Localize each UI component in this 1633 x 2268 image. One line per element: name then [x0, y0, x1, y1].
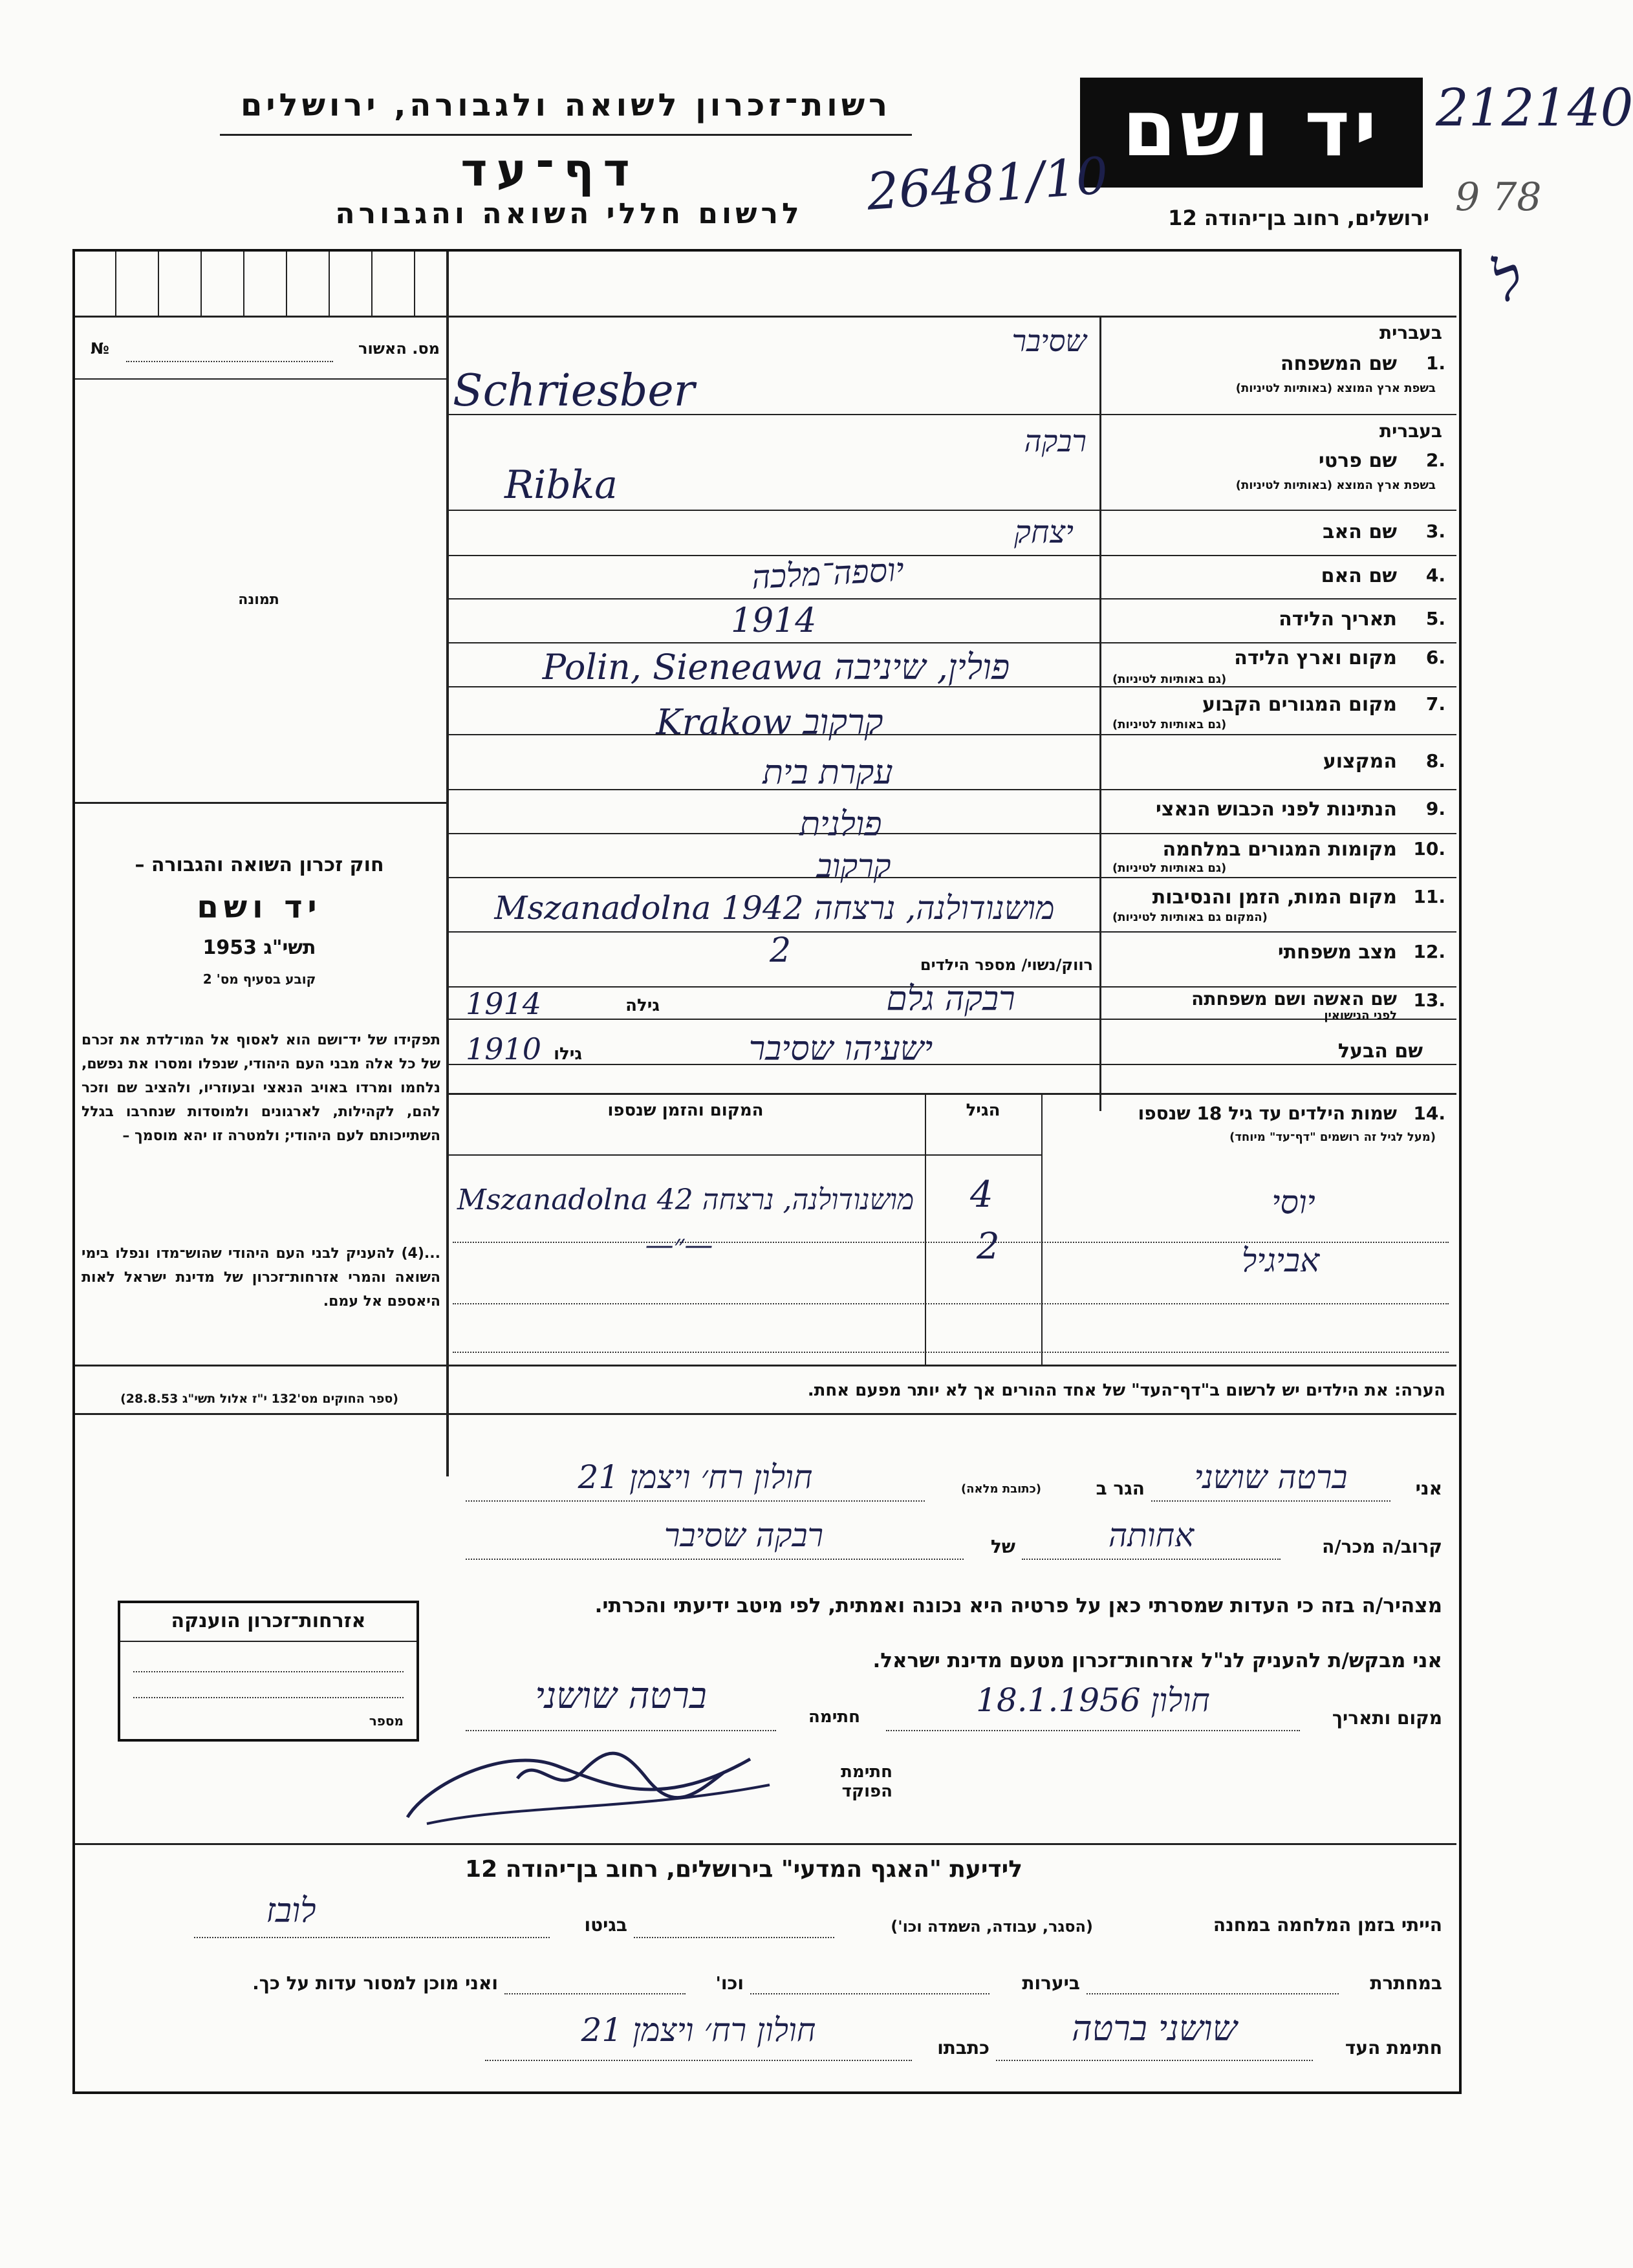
place-date-value: חולון 18.1.1956: [976, 1681, 1210, 1719]
field-3-number: 3.: [1425, 521, 1445, 542]
corner-mark-2: ל: [1483, 243, 1532, 317]
logo-text: יד ושם: [1122, 84, 1381, 174]
child-age: 2: [977, 1226, 1000, 1268]
children-sub: (מעל לגיל זה רושמים "דף־עד" מיוחד): [1229, 1130, 1436, 1144]
signature-label: חתימה: [808, 1707, 860, 1727]
field-2-value-hebrew: רבקה: [1024, 424, 1087, 459]
husband-age-label: גילו: [554, 1044, 582, 1064]
field-4-label: שם האם: [1321, 565, 1397, 587]
approval-label: מס. האשור: [358, 340, 440, 358]
field-5-number: 5.: [1425, 608, 1445, 629]
child-name: אביגיל: [1241, 1242, 1320, 1279]
field-5-value: 1914: [731, 601, 817, 640]
field-13-age-value: 1914: [466, 986, 542, 1021]
husband-label: שם הבעל: [1337, 1040, 1423, 1063]
field-10-sub: (גם באותיות לטיניות): [1112, 861, 1227, 875]
witness-address-label: כתבתו: [937, 2037, 990, 2058]
law-year: תשי"ג 1953: [202, 936, 316, 959]
field-13-sub: לפני הנישואין: [1324, 1009, 1397, 1022]
law-text: תפקידו של יד־ושם הוא לאסוף אל המו־לדת את זכרם של כל אלה מבני העם היהודי, שנפלו ומסרו את נפשם, נלחמו ומרדו באויב הנאצי ובעוזריו, ולהציב שם וזכר להם, לקהילות, לארגונים ולמוסדות שנחרבו בגלל השתייכותם לעם היהודי; ולמטרה זו יהא מוסמך –: [81, 1032, 440, 1144]
field-9-value: פולנית: [799, 805, 882, 844]
field-11-number: 11.: [1413, 886, 1445, 907]
field-1-lang-he: בעברית: [1379, 322, 1442, 343]
field-12-sub: רווק/נשוי/ מספר הילדים: [920, 956, 1093, 974]
field-2-value-latin: Ribka: [504, 462, 618, 508]
law-title: חוק זכרון השואה והגבורה –: [135, 854, 384, 876]
field-1-label: שם המשפחה: [1280, 352, 1397, 375]
child-place: מושנודולנה, נרצחה 42 Mszanadolna: [457, 1183, 914, 1216]
form-subtitle: לרשום חללי השואה והגבורה: [335, 197, 803, 230]
authority-title: רשות־זכרון לשואה ולגבורה, ירושלים: [240, 87, 892, 124]
field-13-number: 13.: [1413, 989, 1445, 1011]
yad-vashem-logo: [1080, 78, 1423, 188]
children-col-place: המקום והזמן שנספו: [607, 1101, 764, 1120]
declaration-addr-hint: (כתובת מלאה): [960, 1482, 1041, 1496]
field-3-label: שם האב: [1323, 521, 1397, 543]
field-10-number: 10.: [1413, 838, 1445, 859]
declarant-address: חולון רח׳ ויצמן 21: [578, 1458, 813, 1496]
bottom-underground-label: במחתרת: [1370, 1972, 1442, 1994]
file-number: 26481/10: [865, 147, 1110, 222]
field-12-label: מצב משפחתי: [1277, 941, 1397, 964]
witness-address: חולון רח׳ ויצמן 21: [581, 2011, 816, 2049]
field-4-number: 4.: [1425, 565, 1445, 586]
relation-label: קרוב/ה מכר/ה: [1322, 1536, 1442, 1557]
child-place: —״—: [645, 1229, 713, 1262]
note-text: הערה: את הילדים יש לרשום ב"דף־העד" של אחד ההורים אך לא יותר מפעם אחת.: [807, 1381, 1445, 1400]
bottom-camp-hint: (הסגר, עבודה, השמדה וכו'): [891, 1917, 1093, 1936]
field-6-number: 6.: [1425, 647, 1445, 668]
field-7-sub: (גם באותיות לטיניות): [1112, 718, 1227, 731]
field-9-label: הנתינות לפני הכבוש הנאצי: [1156, 798, 1397, 821]
field-11-sub: (המקום גם באותיות לטיניות): [1112, 911, 1268, 924]
field-4-value: יוספה־מלכה: [750, 550, 905, 597]
citizenship-box-title: אזרחות־זכרון הוענקה: [171, 1610, 366, 1632]
law-title-yad-vashem: יד ושם: [197, 889, 322, 925]
bottom-camp-label: הייתי בזמן המלחמה במחנה: [1213, 1914, 1442, 1936]
law-reference: (ספר החוקים מס'132 י"ז אלול תשי"ג 28.8.53): [120, 1392, 398, 1406]
photo-label: תמונה: [238, 592, 279, 608]
declaration-request: אני מבקש/ת להעניק לנ"ל אזרחות־זכרון מטעם מדינת ישראל.: [872, 1649, 1442, 1672]
field-2-label: שם פרטי: [1318, 449, 1397, 472]
field-6-label: מקום וארץ הלידה: [1234, 647, 1397, 669]
label-column-divider: [1099, 316, 1101, 1111]
child-age: 4: [970, 1174, 993, 1216]
relation-value: אחותה: [1108, 1517, 1195, 1554]
relation-name: רבקה שסיבר: [664, 1517, 824, 1554]
place-date-label: מקום ותאריך: [1332, 1707, 1442, 1729]
citizenship-box-number: מספר: [369, 1713, 404, 1729]
children-number: 14.: [1413, 1103, 1445, 1124]
no-label: №: [91, 340, 109, 358]
bottom-forests-label: ביערות: [1022, 1972, 1080, 1994]
field-13-age-label: גילה: [625, 996, 660, 1015]
field-2-sub: בשפת ארץ המוצא (באותיות לטיניות): [1235, 479, 1436, 492]
declaration-i: אני: [1415, 1478, 1442, 1499]
children-col-age: הגיל: [966, 1101, 1000, 1120]
declarant-name: ברטה שושני: [1194, 1458, 1348, 1496]
bottom-ghetto-label: בגיטו: [584, 1914, 627, 1936]
bottom-ghetto-value: לובז: [266, 1892, 316, 1930]
witness-signature: שושני ברטה: [1072, 2008, 1237, 2049]
corner-mark: 9 78: [1455, 175, 1542, 220]
field-11-value: מושנודולנה, נרצחה 1942 Mszanadolna: [494, 889, 1055, 927]
field-12-number: 12.: [1413, 941, 1445, 962]
declaration-statement: מצהיר/ה בזה כי העדות שמסרתי כאן על פרטיה היא נכונה ואמתית, לפי מיטב ידיעתי והכרתי.: [594, 1594, 1442, 1617]
law-text-2: ...(4) להעניק לבני העם היהודי שהוש־מדו ונפלו בימי השואה והמרי אזרחות־זכרון של מדינת ישראל לאות היאספם אל עמם.: [81, 1246, 440, 1310]
field-8-value: עקרת בית: [762, 753, 893, 792]
field-7-label: מקום המגורים הקבוע: [1202, 693, 1397, 716]
field-3-value: יצחק: [1014, 514, 1074, 550]
field-12-value: 2: [770, 931, 792, 970]
clerk-signature: [388, 1707, 789, 1837]
field-8-number: 8.: [1425, 750, 1445, 772]
citizenship-box: [118, 1601, 419, 1742]
form-title: דף־עד: [460, 144, 639, 197]
stamp-number: 212140: [1436, 78, 1633, 138]
field-1-sub: בשפת ארץ המוצא (באותיות לטיניות): [1235, 382, 1436, 395]
bottom-title: לידיעת "האגף המדעי" בירושלים, רחוב בן־יהודה 12: [465, 1856, 1022, 1883]
field-2-lang-he: בעברית: [1379, 420, 1442, 442]
field-1-value-hebrew: שסיבר: [1011, 323, 1087, 358]
clerk-signature-label: חתימת הפוקד: [841, 1762, 892, 1801]
bottom-etc-label: וכו': [715, 1972, 744, 1994]
field-13-value: רבקה גלם: [886, 980, 1015, 1019]
field-1-value-latin: Schriesber: [453, 365, 695, 416]
field-13-label: שם האשה ושם משפחתה: [1191, 988, 1397, 1010]
law-section: קובע בסעיף מס' 2: [202, 971, 316, 987]
field-6-value: פולין, שיניבה Polin, Sieneawa: [542, 647, 1010, 687]
bottom-testimony-text: ואני מוכן למסור עדות על כך.: [252, 1972, 498, 1994]
field-7-value: קרקוב Krakow: [656, 702, 883, 742]
field-7-number: 7.: [1425, 693, 1445, 715]
field-6-sub: (גם באותיות לטיניות): [1112, 673, 1227, 686]
declarant-signature: ברטה שושני: [535, 1675, 707, 1717]
field-8-label: המקצוע: [1323, 750, 1397, 773]
field-5-label: תאריך הלידה: [1279, 608, 1397, 631]
header-address: ירושלים, רחוב בן־יהודה 12: [1168, 206, 1429, 230]
declaration-resides: הגר ב: [1096, 1478, 1145, 1499]
field-1-number: 1.: [1425, 352, 1445, 374]
witness-signature-label: חתימת העד: [1345, 2037, 1442, 2058]
field-10-value: קרקוב: [816, 847, 891, 885]
husband-value: ישעיהו שסיבר: [748, 1030, 933, 1068]
relation-of: של: [990, 1536, 1015, 1557]
husband-age-value: 1910: [466, 1031, 542, 1066]
field-11-label: מקום המות, הזמן והנסיבות: [1152, 886, 1397, 909]
field-9-number: 9.: [1425, 798, 1445, 819]
field-10-label: מקומות המגורים במלחמה: [1162, 838, 1397, 861]
children-label: שמות הילדים עד גיל 18 שנספו: [1138, 1103, 1397, 1124]
child-name: יוסי: [1271, 1183, 1315, 1221]
left-column-divider: [446, 252, 449, 1476]
field-2-number: 2.: [1425, 449, 1445, 471]
